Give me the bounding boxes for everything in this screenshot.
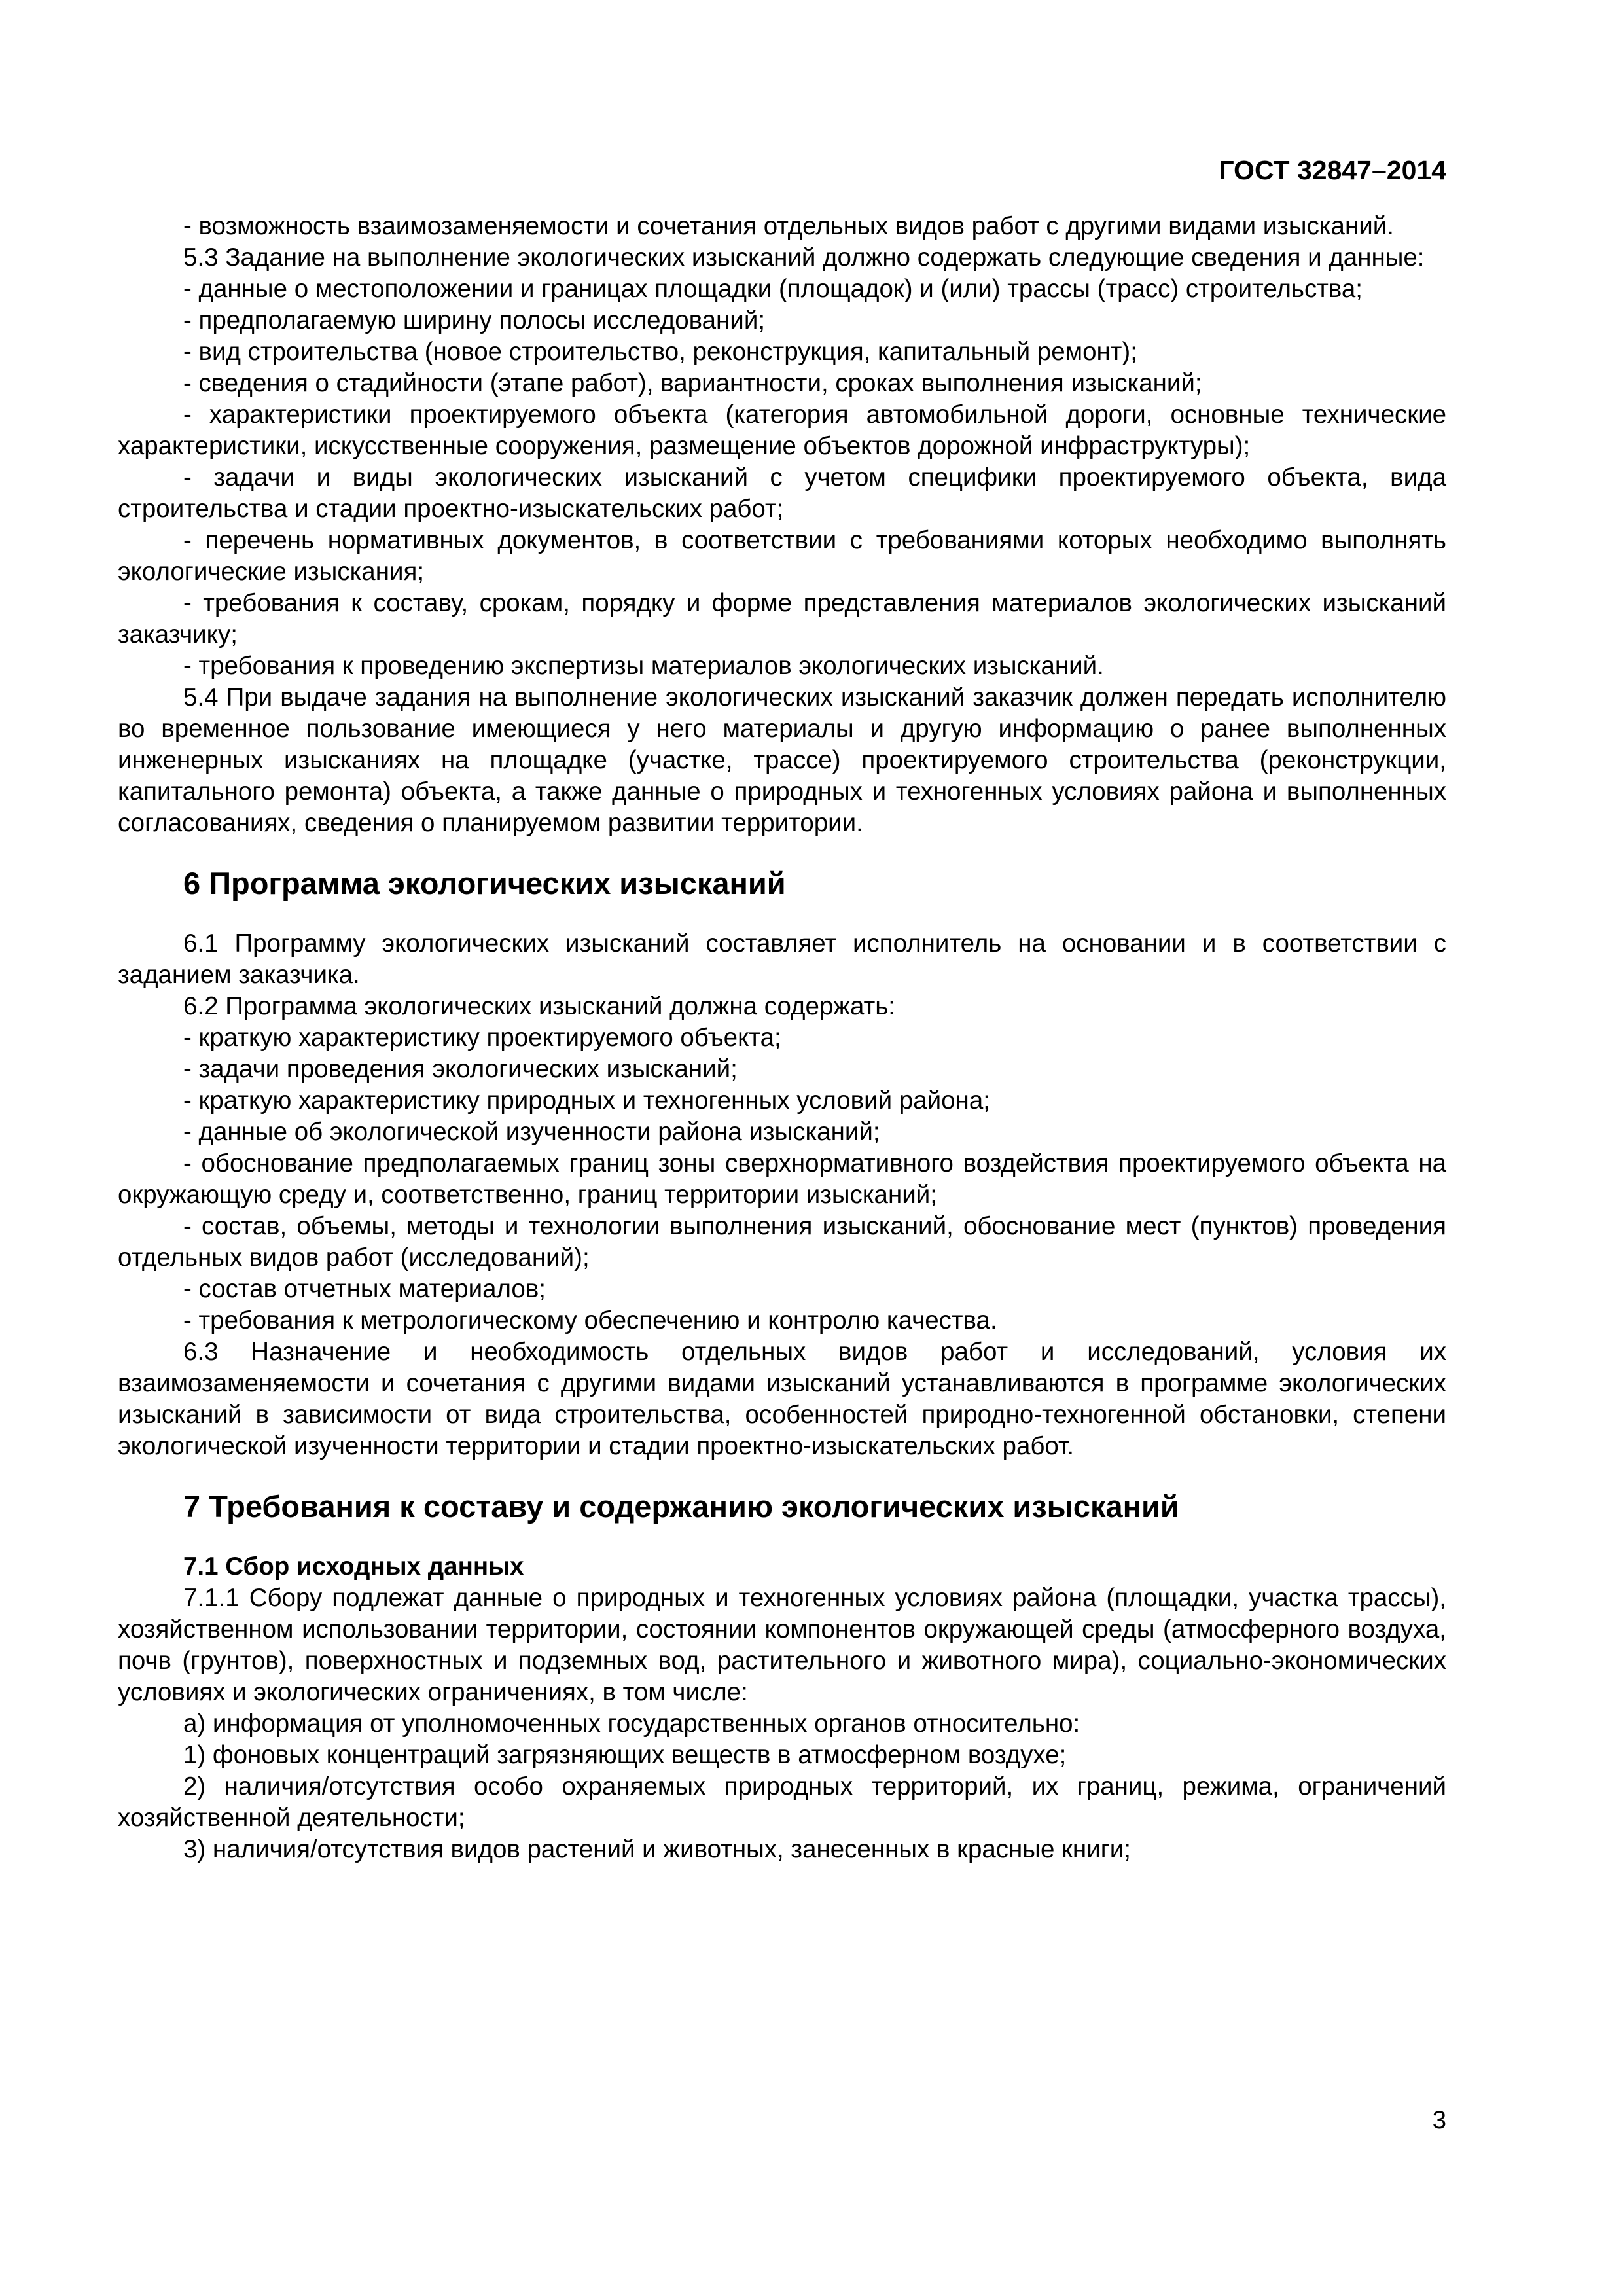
list-item: - данные об экологической изученности района изысканий; (183, 1118, 880, 1146)
list-item: 3) наличия/отсутствия видов растений и животных, занесенных в красные книги; (183, 1835, 1131, 1863)
clause-5-3: 5.3 Задание на выполнение экологических изысканий должно содержать следующие сведения и данные: (183, 243, 1425, 272)
page-number: 3 (1432, 2106, 1446, 2134)
list-item: - краткую характеристику проектируемого объекта; (183, 1024, 781, 1052)
list-item: - обоснование предполагаемых границ зоны сверхнормативного воздействия проектируемого объекта на окружающую среду и, соответственно, границ территории изысканий; (118, 1149, 1446, 1209)
list-item: - состав отчетных материалов; (183, 1275, 546, 1303)
list-item: а) информация от уполномоченных государственных органов относительно: (183, 1710, 1080, 1738)
clause-6-2: 6.2 Программа экологических изысканий должна содержать: (183, 992, 896, 1020)
list-item: - требования к составу, срокам, порядку и форме представления материалов экологических изысканий заказчику; (118, 589, 1446, 649)
list-item: - требования к метрологическому обеспечению и контролю качества. (183, 1306, 997, 1335)
list-item: - сведения о стадийности (этапе работ), вариантности, сроках выполнения изысканий; (183, 369, 1202, 397)
clause-6-3: 6.3 Назначение и необходимость отдельных видов работ и исследований, условия их взаимозаменяемости и сочетания с другими видами изысканий устанавливаются в программе экологических изысканий в зависимости от вида строительства, особенностей природно-техногенной обстановки, степени экологической изученности территории и стадии проектно-изыскательских работ. (118, 1338, 1446, 1460)
list-item: - характеристики проектируемого объекта (категория автомобильной дороги, основные технические характеристики, искусственные сооружения, размещение объектов дорожной инфраструктуры); (118, 401, 1446, 460)
document-code-header: ГОСТ 32847–2014 (1219, 155, 1446, 185)
list-item: - задачи и виды экологических изысканий с учетом специфики проектируемого объекта, вида строительства и стадии проектно-изыскательских работ; (118, 463, 1446, 523)
list-item: - задачи проведения экологических изысканий; (183, 1055, 738, 1083)
clause-6-1: 6.1 Программу экологических изысканий составляет исполнитель на основании и в соответствии с заданием заказчика. (118, 929, 1446, 989)
document-body (118, 211, 1446, 1865)
list-item: 1) фоновых концентраций загрязняющих веществ в атмосферном воздухе; (183, 1741, 1067, 1769)
list-item: - предполагаемую ширину полосы исследований; (183, 306, 766, 334)
section-7-title: 7 Требования к составу и содержанию экологических изысканий (183, 1489, 1179, 1524)
clause-7-1-1: 7.1.1 Сбору подлежат данные о природных и техногенных условиях района (площадки, участка трассы), хозяйственном использовании территории, состоянии компонентов окружающей среды (атмосферного воздуха, почв (грунтов), поверхностных и подземных вод, растительного и животного мира), социально-экономических условиях и экологических ограничениях, в том числе: (118, 1584, 1446, 1706)
list-item: - краткую характеристику природных и техногенных условий района; (183, 1086, 990, 1115)
list-item: - возможность взаимозаменяемости и сочетания отдельных видов работ с другими видами изысканий. (183, 212, 1394, 240)
list-item: 2) наличия/отсутствия особо охраняемых природных территорий, их границ, режима, ограничений хозяйственной деятельности; (118, 1772, 1446, 1832)
subsection-7-1-title: 7.1 Сбор исходных данных (183, 1552, 524, 1581)
list-item: - перечень нормативных документов, в соответствии с требованиями которых необходимо выполнять экологические изыскания; (118, 526, 1446, 586)
list-item: - состав, объемы, методы и технологии выполнения изысканий, обоснование мест (пунктов) проведения отдельных видов работ (исследований); (118, 1212, 1446, 1272)
section-6-title: 6 Программа экологических изысканий (183, 866, 786, 901)
list-item: - данные о местоположении и границах площадки (площадок) и (или) трассы (трасс) строительства; (183, 275, 1363, 303)
clause-5-4: 5.4 При выдаче задания на выполнение экологических изысканий заказчик должен передать исполнителю во временное пользование имеющиеся у него материалы и другую информацию о ранее выполненных инженерных изысканиях на площадке (участке, трассе) проектируемого строительства (реконструкции, капитального ремонта) объекта, а также данные о природных и техногенных условиях района и выполненных согласованиях, сведения о планируемом развитии территории. (118, 683, 1446, 837)
list-item: - вид строительства (новое строительство, реконструкция, капитальный ремонт); (183, 338, 1137, 366)
list-item: - требования к проведению экспертизы материалов экологических изысканий. (183, 652, 1104, 680)
